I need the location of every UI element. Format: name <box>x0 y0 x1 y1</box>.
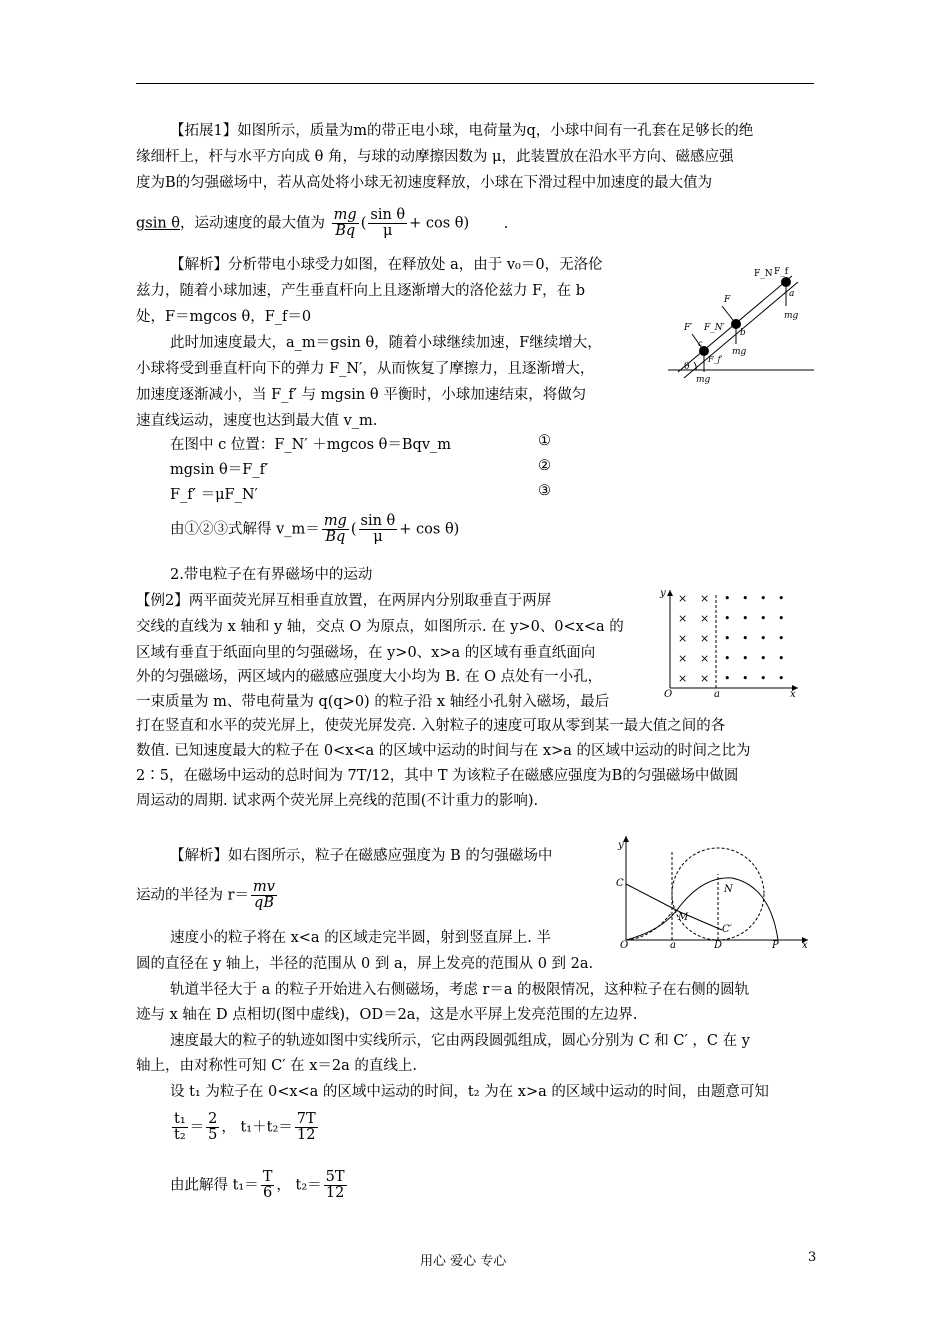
fig2-label-x: x <box>790 689 796 698</box>
cross-mark: × <box>700 672 710 685</box>
cross-mark: × <box>678 612 688 625</box>
sol2-l3: 速度小的粒子将在 x<a 的区域走完半圆，射到竖直屏上. 半 <box>170 930 551 946</box>
dot-mark: • <box>778 672 785 685</box>
fig1-label-fn2: F_N′ <box>704 323 725 333</box>
page-footer: 用心 爱心 专心 <box>420 1254 507 1269</box>
dot-mark: • <box>724 652 731 665</box>
ext1-line1: 【拓展1】如图所示，质量为m的带正电小球，电荷量为q，小球中间有一孔套在足够长的绝 <box>170 123 754 139</box>
sol1-l7: 速直线运动，速度也达到最大值 v_m. <box>136 413 378 429</box>
sol2-l9: 设 t₁ 为粒子在 0<x<a 的区域中运动的时间，t₂ 为在 x>a 的区域中运动的时间，由题意可知 <box>170 1084 769 1100</box>
cross-mark: × <box>700 612 710 625</box>
fig3-label-p: P <box>772 940 779 950</box>
sol1-l6: 加速度逐渐减小，当 F_f′ 与 mgsin θ 平衡时，小球加速结束，将做匀 <box>136 387 587 403</box>
fig3-label-y: y <box>618 840 624 851</box>
sol1-l1: 【解析】分析带电小球受力如图，在释放处 a，由于 v₀＝0，无洛伦 <box>170 257 603 273</box>
ex2-l9: 周运动的周期. 试求两个荧光屏上亮线的范围(不计重力的影响). <box>136 793 539 809</box>
dot-mark: • <box>760 612 767 625</box>
fig1-label-fn: F_N <box>754 269 773 279</box>
cross-mark: × <box>700 592 710 605</box>
fig2-label-y: y <box>660 588 666 599</box>
fig3-label-c: C <box>616 878 624 889</box>
dot-mark: • <box>760 632 767 645</box>
ext1-answer-line: gsin θ，运动速度的最大值为 $\frac{mg}{Bq}$ ( $\frac{\text{sin θ}}{\mu}$ + cos θ) . <box>136 207 509 240</box>
ex2-l5: 一束质量为 m、带电荷量为 q(q>0) 的粒子沿 x 轴经小孔射入磁场，最后 <box>136 694 610 710</box>
dot-mark: • <box>742 612 749 625</box>
cross-mark: × <box>700 652 710 665</box>
dot-mark: • <box>724 592 731 605</box>
dot-mark: • <box>778 592 785 605</box>
vmax-fraction: $\frac{mg}{Bq}$ <box>333 207 357 240</box>
sol2-l1: 【解析】如右图所示，粒子在磁感应强度为 B 的匀强磁场中 <box>170 848 553 864</box>
cross-mark: × <box>678 592 688 605</box>
ex2-l4: 外的匀强磁场，两区域内的磁感应强度大小均为 B. 在 O 点处有一小孔， <box>136 669 603 685</box>
fig3-label-m: M <box>678 912 689 923</box>
ext1-line2: 缘细杆上，杆与水平方向成 θ 角，与球的动摩擦因数为 μ，此装置放在沿水平方向、磁感应强 <box>136 149 734 165</box>
ex2-l1: 【例2】两平面荧光屏互相垂直放置，在两屏内分别取垂直于两屏 <box>136 593 552 609</box>
fig1-label-f2: F′ <box>684 323 693 333</box>
dot-mark: • <box>778 632 785 645</box>
sol2-l5: 轨道半径大于 a 的粒子开始进入右侧磁场，考虑 r＝a 的极限情况，这种粒子在右侧的圆轨 <box>170 982 750 998</box>
dot-mark: • <box>760 652 767 665</box>
magnetic-field-regions-figure <box>652 586 802 698</box>
cross-mark: × <box>700 632 710 645</box>
sol1-eq2: mgsin θ＝F_f′ <box>170 462 269 478</box>
fig1-label-mg2: mg <box>732 347 747 357</box>
sol1-l2: 兹力，随着小球加速，产生垂直杆向上且逐渐增大的洛伦兹力 F，在 b <box>136 283 586 299</box>
fig2-label-a: a <box>714 689 720 698</box>
trajectory-figure <box>612 830 812 950</box>
fig3-label-d: D <box>714 940 723 950</box>
ex2-l7: 数值. 已知速度最大的粒子在 0<x<a 的区域中运动的时间与在 x>a 的区域中运动的时间之比为 <box>136 743 751 759</box>
ext1-line3: 度为B的匀强磁场中，若从高处将小球无初速度释放，小球在下滑过程中加速度的最大值为 <box>136 175 713 191</box>
fig3-label-c2: C′ <box>722 924 732 935</box>
fig1-label-mg3: mg <box>696 375 711 385</box>
fig3-label-x: x <box>802 940 808 950</box>
sol2-l4: 圆的直径在 y 轴上，半径的范围从 0 到 a，屏上发亮的范围从 0 到 2a. <box>136 956 594 972</box>
dot-mark: • <box>760 672 767 685</box>
ex2-l3: 区域有垂直于纸面向里的匀强磁场，在 y>0、x>a 的区域有垂直纸面向 <box>136 645 596 661</box>
dot-mark: • <box>724 612 731 625</box>
ex2-l2: 交线的直线为 x 轴和 y 轴，交点 O 为原点，如图所示. 在 y>0、0<x<a 的 <box>136 619 624 635</box>
sol2-l2: 运动的半径为 r＝ $\frac{mv}{qB}$ <box>136 879 275 912</box>
sol1-l3: 处，F＝mgcos θ，F_f＝0 <box>136 309 312 325</box>
fig1-label-mg1: mg <box>784 311 799 321</box>
sol1-l4: 此时加速度最大，a_m＝gsin θ，随着小球继续加速，F继续增大， <box>170 335 602 351</box>
sol1-eq3: F_f′ ＝μF_N′ <box>170 487 258 503</box>
fig1-label-theta: θ <box>684 362 690 372</box>
page-number: 3 <box>808 1250 817 1265</box>
sol2-times: 由此解得 t₁＝ $\frac{T}{6}$ ， t₂＝ $\frac{5T}{12}$ <box>170 1169 345 1202</box>
dot-mark: • <box>742 672 749 685</box>
dot-mark: • <box>742 652 749 665</box>
section2-title: 2.带电粒子在有界磁场中的运动 <box>170 567 373 583</box>
fig2-label-o: O <box>664 689 673 698</box>
sol2-l7: 速度最大的粒子的轨迹如图中实线所示，它由两段圆弧组成，圆心分别为 C 和 C′ ，C 在 y <box>170 1033 750 1049</box>
fig1-label-a: a <box>789 289 795 299</box>
eq-number-3: ③ <box>538 483 551 499</box>
sol1-l5: 小球将受到垂直杆向下的弹力 F_N′，从而恢复了摩擦力，且逐渐增大， <box>136 361 595 377</box>
cross-marks <box>678 592 709 685</box>
sol1-eq1: 在图中 c 位置：F_N′ ＋mgcos θ＝Bqv_m <box>170 437 452 453</box>
fig1-label-ff2: F_f′ <box>708 355 723 364</box>
fig1-label-f: F <box>724 295 731 305</box>
fig1-label-b: b <box>740 328 746 338</box>
dot-marks <box>724 592 785 685</box>
sol2-l8: 轴上，由对称性可知 C′ 在 x＝2a 的直线上. <box>136 1058 417 1074</box>
cross-mark: × <box>678 632 688 645</box>
fig3-label-o: O <box>620 940 629 950</box>
ext1-mid-text: ，运动速度的最大值为 <box>180 215 326 232</box>
sol2-ratio: $\frac{\text{t₁}}{\text{t₂}}$ ＝ $\frac{2}{5}$ ， t₁＋t₂＝ $\frac{7T}{12}$ <box>174 1111 316 1144</box>
dot-mark: • <box>778 652 785 665</box>
cross-mark: × <box>678 652 688 665</box>
header-rule <box>136 83 814 84</box>
cross-mark: × <box>678 672 688 685</box>
incline-force-diagram <box>668 262 818 390</box>
ext1-answer1: gsin θ <box>136 215 181 232</box>
sol1-result: 由①②③式解得 v_m＝ $\frac{mg}{Bq}$ ( $\frac{\text{sin θ}}{\mu}$ + cos θ) <box>170 513 460 546</box>
fig1-label-c: c <box>698 339 703 348</box>
ex2-l8: 2∶5，在磁场中运动的总时间为 7T/12，其中 T 为该粒子在磁感应强度为B的匀强磁场中做圆 <box>136 768 739 784</box>
eq-number-2: ② <box>538 458 551 474</box>
fig1-label-ff: F_f <box>774 267 789 277</box>
eq-number-1: ① <box>538 433 551 449</box>
dot-mark: • <box>778 612 785 625</box>
ex2-l6: 打在竖直和水平的荧光屏上，使荧光屏发亮. 入射粒子的速度可取从零到某一最大值之间的各 <box>136 718 726 734</box>
dot-mark: • <box>724 632 731 645</box>
fig3-label-n: N <box>724 884 733 895</box>
dot-mark: • <box>760 592 767 605</box>
dot-mark: • <box>724 672 731 685</box>
dot-mark: • <box>742 632 749 645</box>
fig3-label-a: a <box>670 940 676 950</box>
sol2-l6: 迹与 x 轴在 D 点相切(图中虚线)，OD＝2a，这是水平屏上发亮范围的左边界. <box>136 1007 638 1023</box>
dot-mark: • <box>742 592 749 605</box>
